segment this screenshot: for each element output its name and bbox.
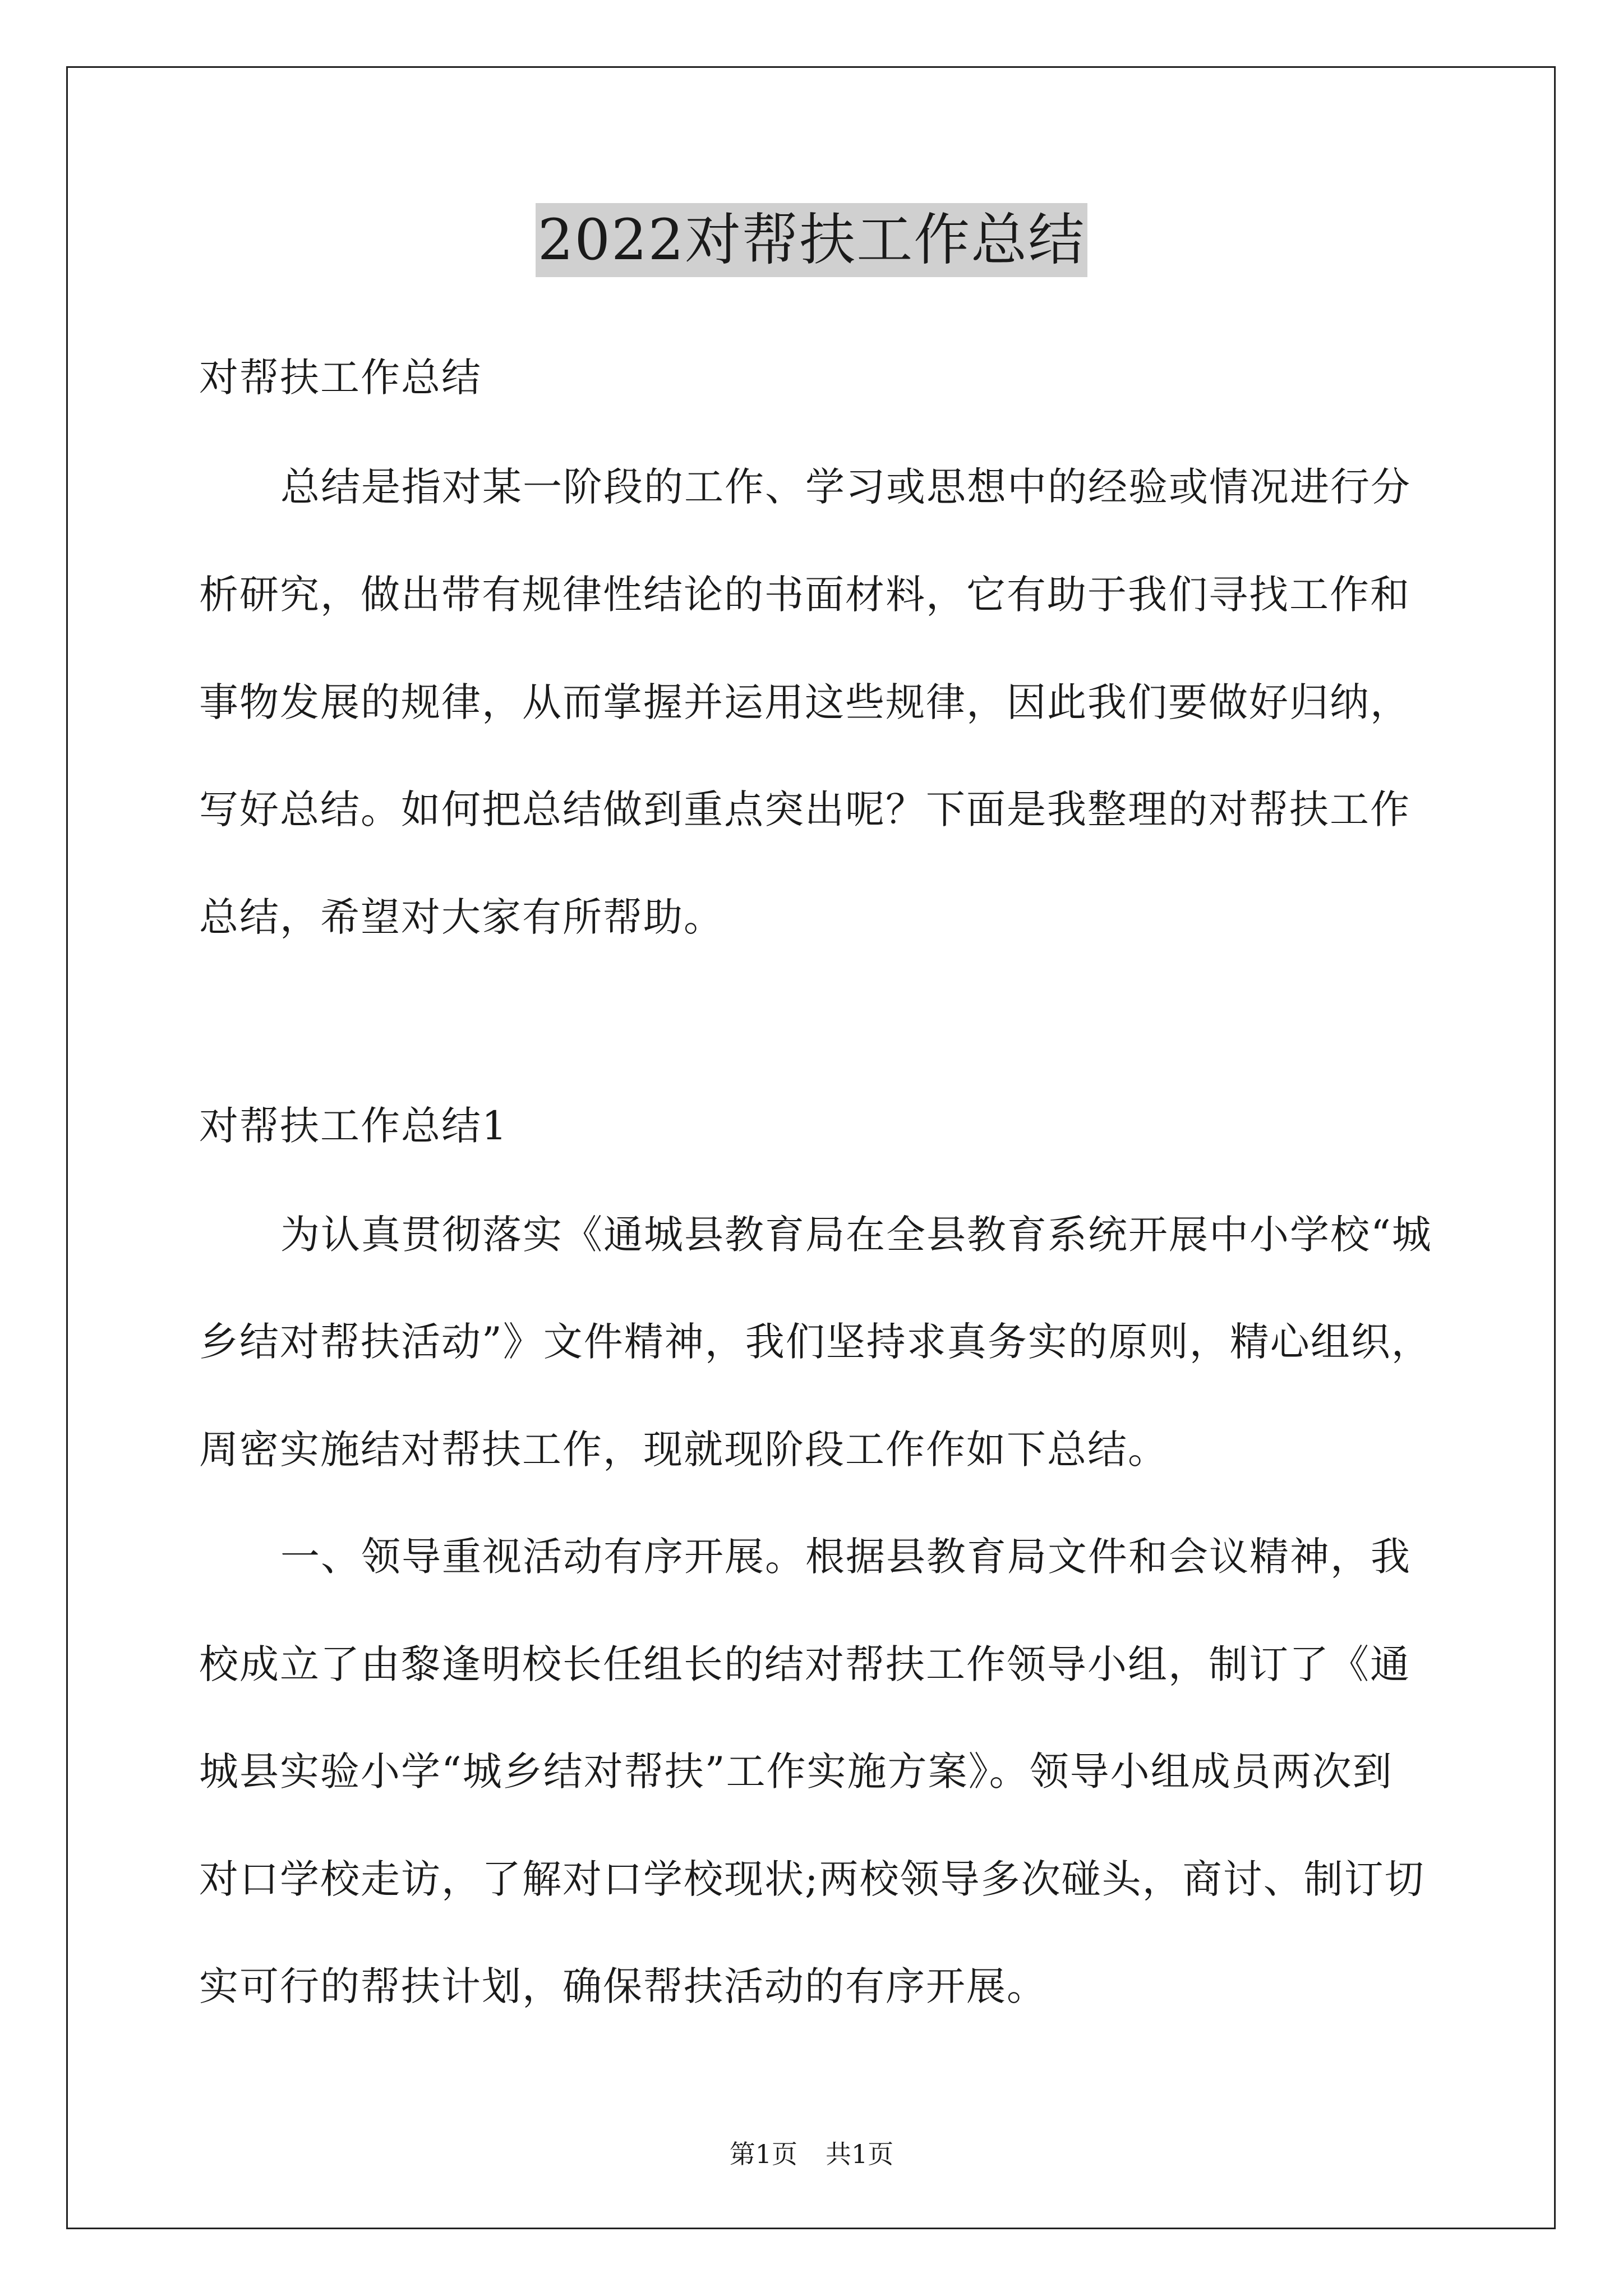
paragraph-line: 写好总结。如何把总结做到重点突出呢？下面是我整理的对帮扶工作 [199,786,1410,832]
title-container [0,203,1623,277]
paragraph-line: 事物发展的规律，从而掌握并运用这些规律，因此我们要做好归纳， [199,679,1410,725]
page-number: 第1页 [729,2139,797,2169]
paragraph-line: 实可行的帮扶计划，确保帮扶活动的有序开展。 [199,1963,1047,2009]
paragraph-line: 总结，希望对大家有所帮助。 [199,894,724,940]
section-heading: 对帮扶工作总结1 [199,1103,508,1149]
paragraph-line: 对口学校走访，了解对口学校现状;两校领导多次碰头，商讨、制订切 [199,1856,1425,1902]
document-title: 2022对帮扶工作总结 [536,203,1088,277]
paragraph-line: 总结是指对某一阶段的工作、学习或思想中的经验或情况进行分 [280,464,1411,510]
paragraph-line: 为认真贯彻落实《通城县教育局在全县教育系统开展中小学校“城 [280,1212,1432,1258]
paragraph-line: 乡结对帮扶活动”》文件精神，我们坚持求真务实的原则，精心组织， [199,1319,1432,1365]
paragraph-line: 校成立了由黎逢明校长任组长的结对帮扶工作领导小组，制订了《通 [199,1641,1410,1687]
paragraph-line: 析研究，做出带有规律性结论的书面材料，它有助于我们寻找工作和 [199,572,1410,618]
section-heading: 对帮扶工作总结 [199,355,482,401]
paragraph-line: 城县实验小学“城乡结对帮扶”工作实施方案》。领导小组成员两次到 [199,1749,1393,1795]
page-footer [0,2137,1623,2171]
page-total: 共1页 [826,2139,894,2169]
paragraph-line: 周密实施结对帮扶工作，现就现阶段工作作如下总结。 [199,1427,1168,1473]
paragraph-line: 一、领导重视活动有序开展。根据县教育局文件和会议精神，我 [280,1534,1411,1580]
